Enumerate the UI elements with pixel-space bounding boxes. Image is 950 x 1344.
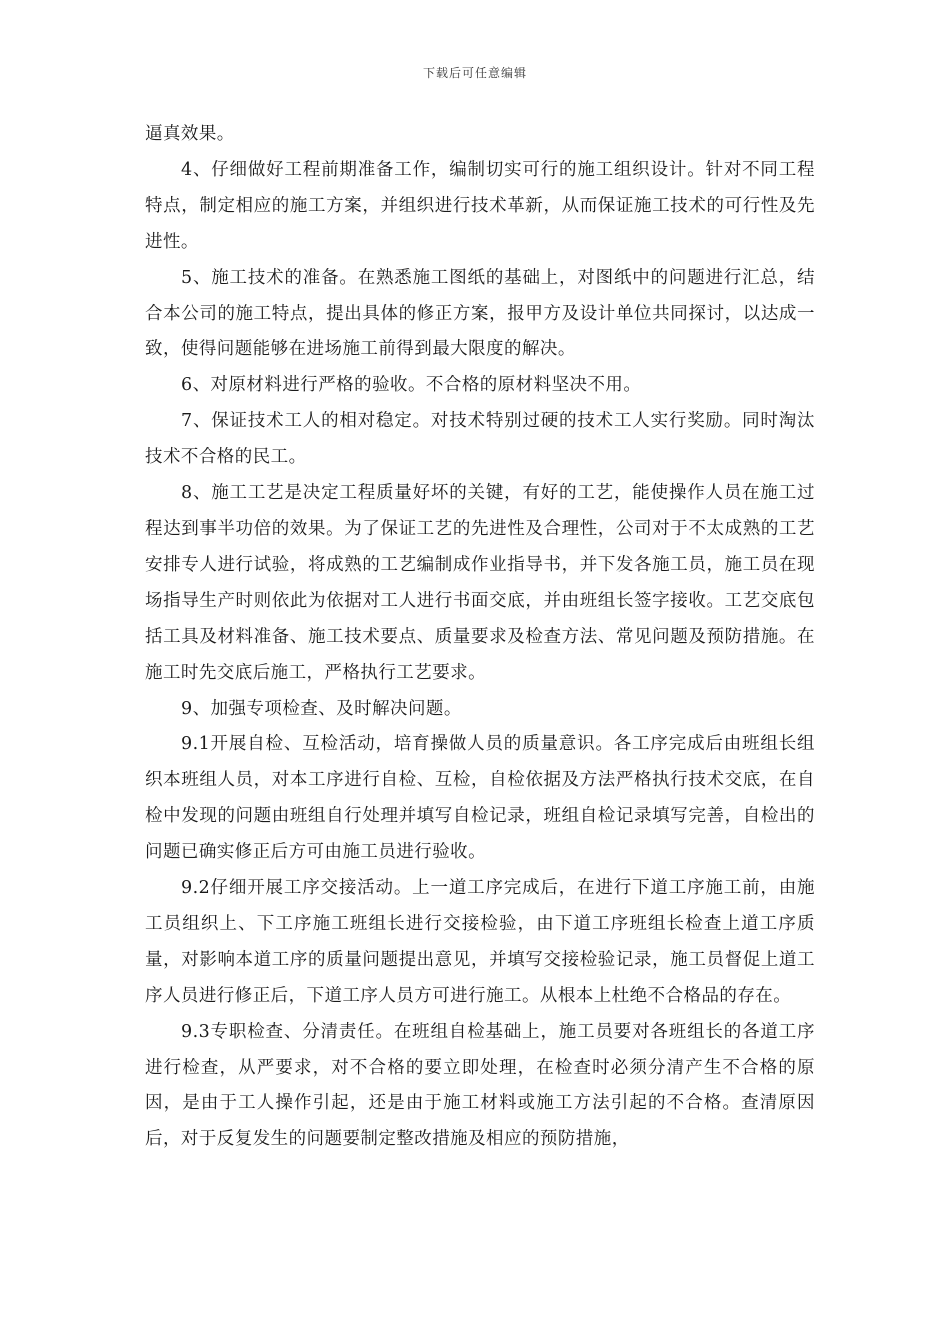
paragraph: 7、保证技术工人的相对稳定。对技术特别过硬的技术工人实行奖励。同时淘汰技术不合格的民工。 <box>145 411 815 468</box>
paragraph: 8、施工工艺是决定工程质量好坏的关键，有好的工艺，能使操作人员在施工过程达到事半功倍的效果。为了保证工艺的先进性及合理性，公司对于不太成熟的工艺安排专人进行试验，将成熟的工艺编制成作业指导书，并下发各施工员，施工员在现场指导生产时则依此为依据对工人进行书面交底，并由班组长签字接收。工艺交底包括工具及材料准备、施工技术要点、质量要求及检查方法、常见问题及预防措施。在施工时先交底后施工，严格执行工艺要求。 <box>145 483 815 683</box>
document-body <box>145 117 815 1158</box>
paragraph: 6、对原材料进行严格的验收。不合格的原材料坚决不用。 <box>181 375 642 396</box>
paragraph: 9、加强专项检查、及时解决问题。 <box>181 698 462 719</box>
paragraph: 9.2仔细开展工序交接活动。上一道工序完成后，在进行下道工序施工前，由施工员组织上、下工序施工班组长进行交接检验，由下道工序班组长检查上道工序质量，对影响本道工序的质量问题提出意见，并填写交接检验记录，施工员督促上道工序人员进行修正后，下道工序人员方可进行施工。从根本上杜绝不合格品的存在。 <box>145 878 815 1006</box>
paragraph: 逼真效果。 <box>145 124 235 144</box>
paragraph: 4、仔细做好工程前期准备工作，编制切实可行的施工组织设计。针对不同工程特点，制定相应的施工方案，并组织进行技术革新，从而保证施工技术的可行性及先进性。 <box>145 159 815 252</box>
paragraph: 9.1开展自检、互检活动，培育操做人员的质量意识。各工序完成后由班组长组织本班组人员，对本工序进行自检、互检，自检依据及方法严格执行技术交底，在自检中发现的问题由班组自行处理并填写自检记录，班组自检记录填写完善，自检出的问题已确实修正后方可由施工员进行验收。 <box>145 734 815 863</box>
paragraph: 9.3专职检查、分清责任。在班组自检基础上，施工员要对各班组长的各道工序进行检查，从严要求，对不合格的要立即处理，在检查时必须分清产生不合格的原因，是由于工人操作引起，还是由于施工材料或施工方法引起的不合格。查清原因后，对于反复发生的问题要制定整改措施及相应的预防措施， <box>145 1021 815 1150</box>
paragraph: 5、施工技术的准备。在熟悉施工图纸的基础上，对图纸中的问题进行汇总，结合本公司的施工特点，提出具体的修正方案，报甲方及设计单位共同探讨，以达成一致，使得问题能够在进场施工前得到最大限度的解决。 <box>145 267 815 360</box>
header-note: 下载后可任意编辑 <box>422 66 527 80</box>
